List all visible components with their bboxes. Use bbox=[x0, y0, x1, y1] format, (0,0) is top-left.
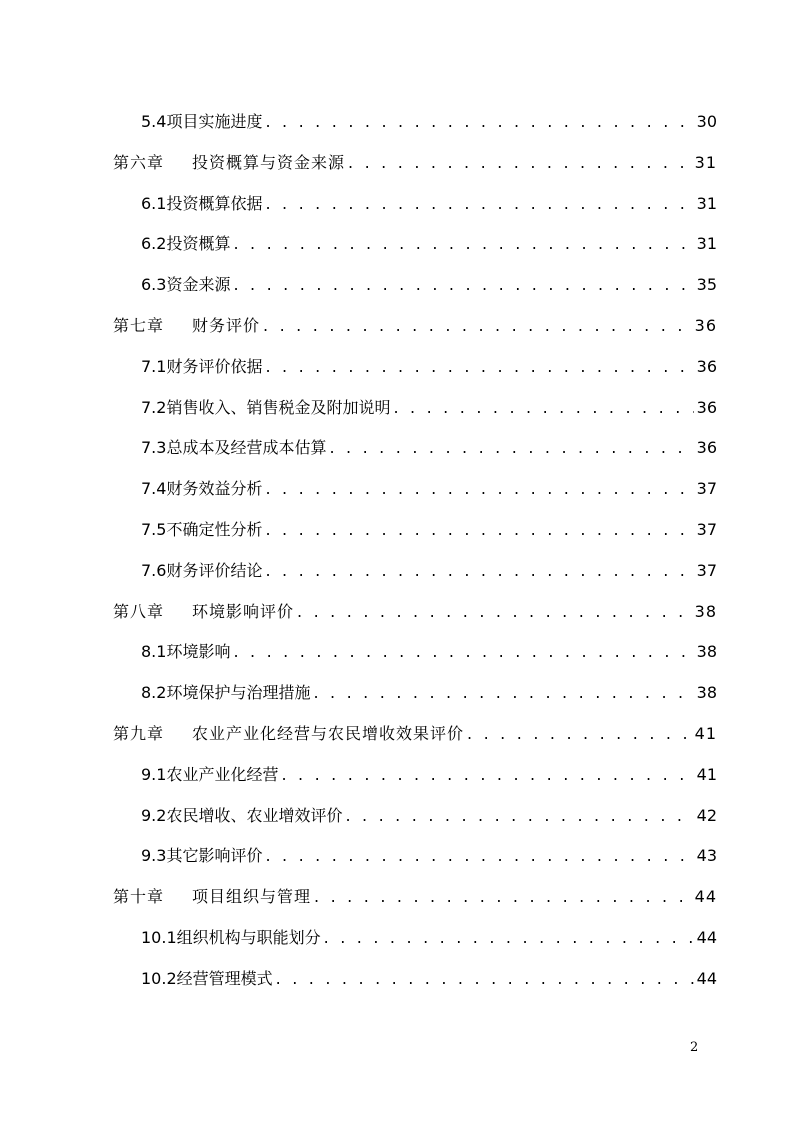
toc-section-entry[interactable] bbox=[0, 271, 794, 299]
toc-entry-row bbox=[113, 883, 717, 911]
toc-entry-title: 组织机构与职能划分 bbox=[176, 928, 321, 947]
toc-entry-number: 7.6 bbox=[141, 560, 167, 580]
toc-entry-row bbox=[141, 475, 717, 503]
toc-entry-title: 财务评价结论 bbox=[166, 560, 263, 580]
toc-entry-page-number: 36 bbox=[696, 397, 717, 417]
toc-entry-title: 其它影响评价 bbox=[166, 846, 263, 866]
toc-chapter-entry[interactable] bbox=[0, 149, 794, 177]
toc-entry-row bbox=[113, 149, 717, 177]
dot-leader bbox=[233, 271, 693, 299]
dot-leader bbox=[265, 475, 693, 503]
toc-entry-number: 7.3 bbox=[141, 438, 167, 458]
toc-entry-number: 第九章 bbox=[113, 724, 165, 743]
toc-chapter-entry[interactable] bbox=[0, 598, 794, 626]
toc-entry-page-number: 35 bbox=[696, 275, 717, 295]
dot-leader bbox=[265, 353, 693, 381]
dot-leader bbox=[281, 761, 693, 789]
toc-entry-number: 第六章 bbox=[113, 152, 165, 172]
toc-entry-title: 资金来源 bbox=[166, 275, 231, 295]
dot-leader bbox=[265, 190, 693, 218]
dot-leader bbox=[263, 312, 692, 340]
toc-entry-page-number: 30 bbox=[696, 112, 717, 131]
toc-section-entry[interactable] bbox=[0, 108, 794, 136]
dot-leader bbox=[313, 679, 693, 707]
dot-leader bbox=[276, 965, 694, 993]
toc-entry-row bbox=[141, 230, 717, 258]
dot-leader bbox=[265, 108, 693, 136]
toc-entry-number: 9.3 bbox=[141, 846, 167, 866]
toc-entry-page-number: 37 bbox=[696, 479, 717, 499]
toc-entry-page-number: 44 bbox=[696, 968, 717, 988]
toc-chapter-entry[interactable] bbox=[0, 883, 794, 911]
dot-leader bbox=[265, 557, 693, 585]
toc-entry-page-number: 38 bbox=[696, 683, 717, 703]
toc-entry-page-number: 44 bbox=[694, 887, 717, 907]
toc-section-entry[interactable] bbox=[0, 475, 794, 503]
toc-section-entry[interactable] bbox=[0, 434, 794, 462]
toc-entry-row bbox=[141, 108, 717, 136]
toc-entry-row bbox=[141, 394, 717, 422]
toc-entry-title: 投资概算与资金来源 bbox=[192, 152, 346, 172]
toc-section-entry[interactable] bbox=[0, 679, 794, 707]
toc-entry-title: 经营管理模式 bbox=[176, 968, 273, 988]
toc-section-entry[interactable] bbox=[0, 557, 794, 585]
toc-entry-number: 6.2 bbox=[141, 234, 167, 254]
toc-entry-number: 9.2 bbox=[141, 805, 167, 825]
toc-entry-title: 财务评价 bbox=[192, 316, 261, 335]
dot-leader bbox=[233, 638, 693, 666]
toc-entry-row bbox=[141, 434, 717, 462]
toc-section-entry[interactable] bbox=[0, 516, 794, 544]
toc-entry-number: 7.4 bbox=[141, 479, 167, 499]
toc-entry-page-number: 31 bbox=[694, 152, 717, 172]
toc-entry-title: 农业产业化经营 bbox=[166, 764, 279, 784]
toc-entry-number: 7.2 bbox=[141, 397, 167, 417]
toc-entry-page-number: 36 bbox=[696, 438, 717, 458]
toc-entry-row bbox=[113, 312, 717, 340]
toc-entry-title: 环境保护与治理措施 bbox=[166, 683, 311, 703]
toc-section-entry[interactable] bbox=[0, 353, 794, 381]
toc-entry-title: 总成本及经营成本估算 bbox=[166, 438, 327, 458]
toc-entry-row bbox=[113, 720, 717, 748]
toc-entry-row bbox=[141, 557, 717, 585]
dot-leader bbox=[345, 802, 693, 830]
toc-section-entry[interactable] bbox=[0, 190, 794, 218]
toc-entry-row bbox=[113, 598, 717, 626]
toc-entry-page-number: 38 bbox=[696, 642, 717, 662]
toc-entry-number: 第八章 bbox=[113, 601, 165, 621]
toc-entry-number: 10.1 bbox=[141, 928, 177, 947]
toc-entry-number: 8.1 bbox=[141, 642, 167, 662]
toc-entry-row bbox=[141, 842, 717, 870]
toc-entry-page-number: 42 bbox=[696, 805, 717, 825]
toc-entry-number: 6.1 bbox=[141, 193, 167, 213]
toc-entry-number: 6.3 bbox=[141, 275, 167, 295]
toc-entry-number: 5.4 bbox=[141, 112, 167, 131]
toc-entry-page-number: 36 bbox=[694, 316, 717, 335]
toc-entry-row bbox=[141, 353, 717, 381]
toc-entry-title: 投资概算 bbox=[166, 234, 231, 254]
toc-entry-title: 投资概算依据 bbox=[166, 193, 263, 213]
toc-entry-title: 环境影响 bbox=[166, 642, 231, 662]
toc-entry-row bbox=[141, 761, 717, 789]
toc-entry-page-number: 31 bbox=[696, 193, 717, 213]
toc-entry-page-number: 41 bbox=[696, 764, 717, 784]
toc-section-entry[interactable] bbox=[0, 230, 794, 258]
toc-entry-number: 第十章 bbox=[113, 887, 165, 907]
dot-leader bbox=[324, 924, 694, 952]
toc-entry-page-number: 43 bbox=[696, 846, 717, 866]
toc-entry-number: 第七章 bbox=[113, 316, 165, 335]
toc-entry-row bbox=[141, 190, 717, 218]
dot-leader bbox=[329, 434, 693, 462]
toc-entry-row bbox=[141, 516, 717, 544]
toc-entry-title: 不确定性分析 bbox=[166, 520, 263, 539]
toc-section-entry[interactable] bbox=[0, 638, 794, 666]
toc-section-entry[interactable] bbox=[0, 802, 794, 830]
toc-entry-number: 10.2 bbox=[141, 968, 177, 988]
toc-entry-row bbox=[141, 924, 717, 952]
toc-entry-number: 8.2 bbox=[141, 683, 167, 703]
toc-entry-row bbox=[141, 802, 717, 830]
toc-entry-page-number: 41 bbox=[694, 724, 717, 743]
toc-entry-row bbox=[141, 965, 717, 993]
toc-entry-number: 7.5 bbox=[141, 520, 167, 539]
toc-entry-title: 环境影响评价 bbox=[192, 601, 295, 621]
toc-entry-number: 9.1 bbox=[141, 764, 167, 784]
toc-entry-page-number: 31 bbox=[696, 234, 717, 254]
dot-leader bbox=[297, 598, 692, 626]
dot-leader bbox=[314, 883, 692, 911]
toc-entry-page-number: 36 bbox=[696, 356, 717, 376]
dot-leader bbox=[265, 842, 693, 870]
toc-entry-title: 农民增收、农业增效评价 bbox=[166, 805, 343, 825]
toc-section-entry[interactable] bbox=[0, 394, 794, 422]
toc-entry-number: 7.1 bbox=[141, 356, 167, 376]
toc-entry-row bbox=[141, 638, 717, 666]
toc-chapter-entry[interactable] bbox=[0, 720, 794, 748]
toc-section-entry[interactable] bbox=[0, 965, 794, 993]
dot-leader bbox=[265, 516, 693, 544]
toc-entry-title: 项目组织与管理 bbox=[192, 887, 312, 907]
toc-chapter-entry[interactable] bbox=[0, 312, 794, 340]
toc-entry-page-number: 38 bbox=[694, 601, 717, 621]
toc-section-entry[interactable] bbox=[0, 842, 794, 870]
toc-entry-title: 销售收入、销售税金及附加说明 bbox=[166, 397, 391, 417]
dot-leader bbox=[233, 230, 693, 258]
toc-entry-title: 项目实施进度 bbox=[166, 112, 263, 131]
dot-leader bbox=[467, 720, 692, 748]
toc-entry-title: 农业产业化经营与农民增收效果评价 bbox=[192, 724, 465, 743]
dot-leader bbox=[348, 149, 692, 177]
toc-entry-page-number: 37 bbox=[696, 520, 717, 539]
dot-leader bbox=[393, 394, 693, 422]
toc-section-entry[interactable] bbox=[0, 924, 794, 952]
toc-entry-title: 财务评价依据 bbox=[166, 356, 263, 376]
toc-entry-title: 财务效益分析 bbox=[166, 479, 263, 499]
toc-section-entry[interactable] bbox=[0, 761, 794, 789]
toc-entry-page-number: 44 bbox=[696, 928, 717, 947]
toc-entry-row bbox=[141, 679, 717, 707]
toc-entry-page-number: 37 bbox=[696, 560, 717, 580]
toc-entry-row bbox=[141, 271, 717, 299]
page-number: 2 bbox=[690, 1040, 699, 1055]
